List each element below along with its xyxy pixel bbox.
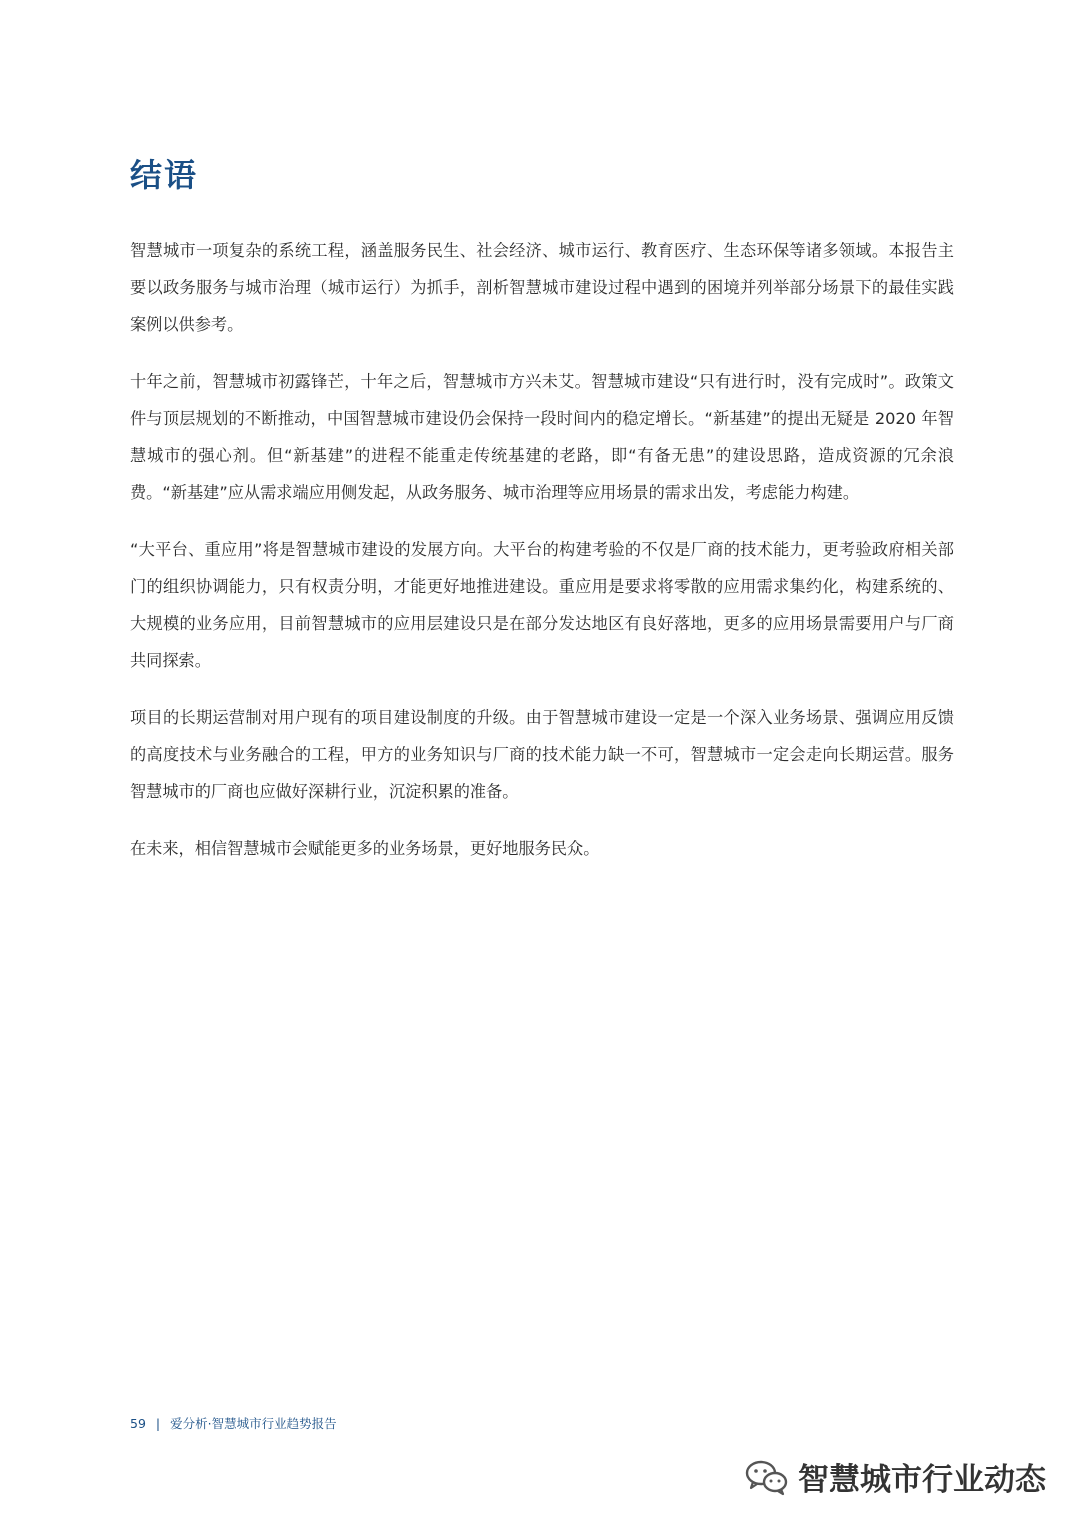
page-footer <box>130 1414 337 1432</box>
paragraph-5: 在未来，相信智慧城市会赋能更多的业务场景，更好地服务民众。 <box>130 839 600 858</box>
wechat-icon <box>744 1457 790 1497</box>
paragraph-3: “大平台、重应用”将是智慧城市建设的发展方向。大平台的构建考验的不仅是厂商的技术能力，更考验政府相关部门的组织协调能力，只有权责分明，才能更好地推进建设。重应用是要求将零散的应用需求集约化，构建系统的、大规模的业务应用，目前智慧城市的应用层建设只是在部分发达地区有良好落地，更多的应用场景需要用户与厂商共同探索。 <box>130 540 954 670</box>
paragraph-4: 项目的长期运营制对用户现有的项目建设制度的升级。由于智慧城市建设一定是一个深入业务场景、强调应用反馈的高度技术与业务融合的工程，甲方的业务知识与厂商的技术能力缺一不可，智慧城市一定会走向长期运营。服务智慧城市的厂商也应做好深耕行业，沉淀积累的准备。 <box>130 708 954 801</box>
watermark-text: 智慧城市行业动态 <box>798 1462 1046 1498</box>
footer-separator: | <box>155 1415 161 1431</box>
page-number: 59 <box>130 1415 146 1431</box>
report-name: 爱分析·智慧城市行业趋势报告 <box>170 1416 337 1431</box>
paragraph-1: 智慧城市一项复杂的系统工程，涵盖服务民生、社会经济、城市运行、教育医疗、生态环保等诸多领域。本报告主要以政务服务与城市治理（城市运行）为抓手，剖析智慧城市建设过程中遇到的困境并列举部分场景下的最佳实践案例以供参考。 <box>130 241 954 334</box>
watermark <box>744 1454 1046 1499</box>
paragraph-2: 十年之前，智慧城市初露锋芒，十年之后，智慧城市方兴未艾。智慧城市建设“只有进行时，没有完成时”。政策文件与顶层规划的不断推动，中国智慧城市建设仍会保持一段时间内的稳定增长。“新基建”的提出无疑是 2020 年智慧城市的强心剂。但“新基建”的进程不能重走传统基建的老路，即“有备无患”的建设思路，造成资源的冗余浪费。“新基建”应从需求端应用侧发起，从政务服务、城市治理等应用场景的需求出发，考虑能力构建。 <box>130 372 954 502</box>
page-title: 结语 <box>130 156 199 194</box>
body-text <box>130 232 954 887</box>
